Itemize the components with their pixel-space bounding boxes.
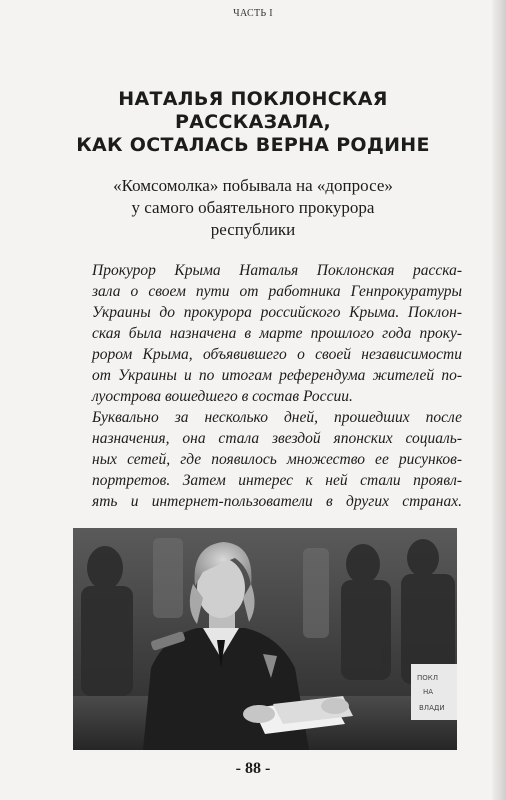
photo-illustration [73, 528, 457, 750]
body-line: зала о своем пути от работника Генпрокуратуры [92, 283, 462, 300]
article-title [60, 88, 446, 157]
body-line: Прокурор Крыма Наталья Поклонская расска- [92, 262, 462, 279]
page-number: - 88 - [235, 760, 271, 777]
subtitle-line: республики [210, 220, 296, 239]
article-subtitle [70, 175, 436, 241]
running-head: ЧАСТЬ I [233, 8, 273, 19]
prosecutor-photo [73, 528, 457, 750]
nameplate-line: ПОКЛ [417, 674, 439, 682]
body-line: луострова вошедшего в состав России. [92, 388, 353, 405]
nameplate-line: ВЛАДИ [419, 704, 445, 712]
subtitle-line: «Комсомолка» побывала на «допросе» [113, 176, 393, 195]
body-line: Буквально за несколько дней, прошедших после [92, 409, 462, 426]
body-line: портретов. Затем интерес к ней стали проявл- [92, 472, 462, 489]
nameplate-line: НА [423, 688, 434, 696]
title-line: РАССКАЗАЛА, [175, 111, 331, 133]
page-edge [492, 0, 506, 800]
title-line: НАТАЛЬЯ ПОКЛОНСКАЯ [118, 88, 388, 110]
subtitle-line: у самого обаятельного прокурора [131, 198, 375, 217]
body-line: ская была назначена в марте прошлого года проку- [92, 325, 462, 342]
article-body [92, 260, 462, 512]
body-line: от Украины и по итогам референдума жителей по- [92, 367, 462, 384]
title-line: КАК ОСТАЛАСЬ ВЕРНА РОДИНЕ [76, 134, 430, 156]
body-line: назначения, она стала звездой японских социаль- [92, 430, 462, 447]
body-line: Украины до прокурора российского Крыма. Поклон- [92, 304, 462, 321]
body-line: рором Крыма, объявившего о своей независимости [92, 346, 462, 363]
body-line: ных сетей, где появилось множество ее рисунков- [92, 451, 462, 468]
body-line: ять и интернет-пользователи в других странах. [92, 493, 462, 510]
